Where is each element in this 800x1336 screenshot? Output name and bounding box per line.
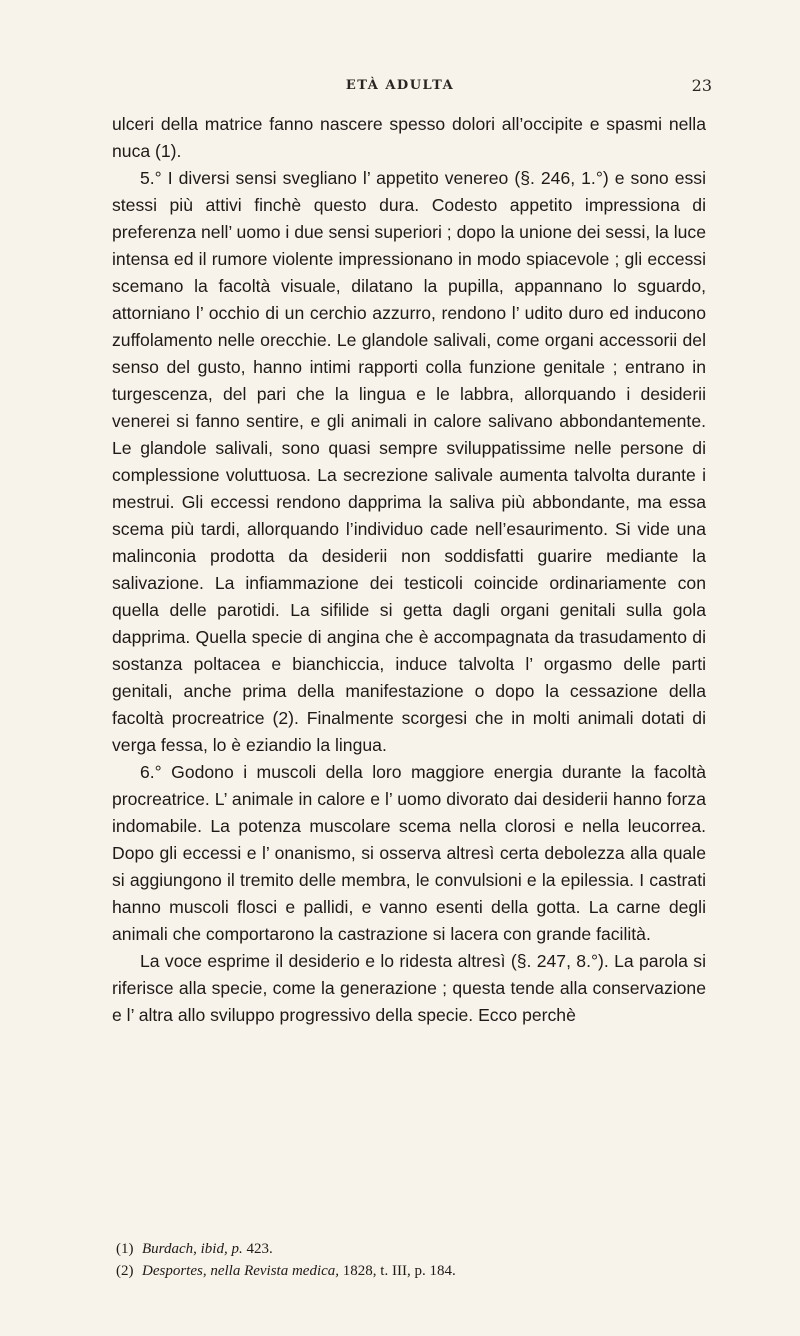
footnote-page: 1828, t. III, p. 184. [339, 1263, 456, 1279]
page-header [0, 78, 800, 102]
footnote-author: Burdach [142, 1241, 194, 1257]
footnote-source: nella Revista medica, [210, 1263, 340, 1279]
paragraph-voice: La voce esprime il desiderio e lo ridesta altresì (§. 247, 8.°). La parola si riferisce alla specie, come la generazione ; questa tende alla conservazione e l’ altra allo sviluppo progressivo della specie. Ecco perchè [112, 951, 706, 1025]
page-number: 23 [691, 76, 712, 95]
footnote-1: (1) Burdach, ibid, p. 423. [116, 1238, 706, 1260]
footnote-mark: (2) [116, 1263, 134, 1279]
paragraph-senses: 5.° I diversi sensi svegliano l’ appetito venereo (§. 246, 1.°) e sono essi stessi più attivi finchè questo dura. Codesto appetito impressiona di preferenza nell’ uomo i due sensi superiori ; dopo la unione dei sessi, la luce intensa ed il rumore violente impressionano in modo spiacevole ; gli eccessi scemano la facoltà visuale, dilatano la pupilla, appannano lo sguardo, attorniano l’ occhio di un cerchio azzurro, rendono l’ udito duro ed inducono zuffolamento nelle orecchie. Le glandole salivali, come organi accessorii del senso del gusto, hanno intimi rapporti colla funzione genitale ; entrano in turgescenza, del pari che la lingua e le labbra, allorquando i desiderii venerei si fanno sentire, e gli animali in calore salivano abbondantemente. Le glandole salivali, sono quasi sempre sviluppatissime nelle persone di complessione voluttuosa. La secrezione salivale aumenta talvolta durante i mestrui. Gli eccessi rendono dapprima la saliva più abbondante, ma essa scema più tardi, allorquando l’individuo cade nell’esaurimento. Si vide una malinconia prodotta da desiderii non soddisfatti guarire mediante la salivazione. La infiammazione dei testicoli coincide ordinariamente con quella delle parotidi. La sifilide si getta dagli organi genitali sulla gola dapprima. Quella specie di angina che è accompagnata da trasudamento di sostanza poltacea e bianchiccia, induce talvolta l’ orgasmo delle parti genitali, anche prima della manifestazione o dopo la cessazione della facoltà procreatrice (2). Finalmente scorgesi che in molti animali dotati di verga fessa, lo è eziandio la lingua. [112, 168, 706, 755]
paragraph-muscles: 6.° Godono i muscoli della loro maggiore energia durante la facoltà procreatrice. L’ animale in calore e l’ uomo divorato dai desiderii hanno forza indomabile. La potenza muscolare scema nella clorosi e nella leucorrea. Dopo gli eccessi e l’ onanismo, si osserva altresì certa debolezza alla quale si aggiungono il tremito delle membra, le convulsioni e la epilessia. I castrati hanno muscoli flosci e pallidi, e vanno esenti della gotta. La carne degli animali che comportarono la castrazione si lacera con grande facilità. [112, 762, 706, 944]
footnote-author: Desportes [142, 1263, 203, 1279]
footnote-mark: (1) [116, 1241, 134, 1257]
paragraph-continued: ulceri della matrice fanno nascere spesso dolori all’occipite e spasmi nella nuca (1). [112, 114, 706, 161]
body-text [112, 111, 706, 1029]
footnote-2: (2) Desportes, nella Revista medica, 1828, t. III, p. 184. [116, 1260, 706, 1282]
running-title: ETÀ ADULTA [345, 78, 455, 93]
footnote-page: 423. [242, 1241, 273, 1257]
footnote-source: ibid, p. [200, 1241, 243, 1257]
footnotes [116, 1238, 706, 1282]
